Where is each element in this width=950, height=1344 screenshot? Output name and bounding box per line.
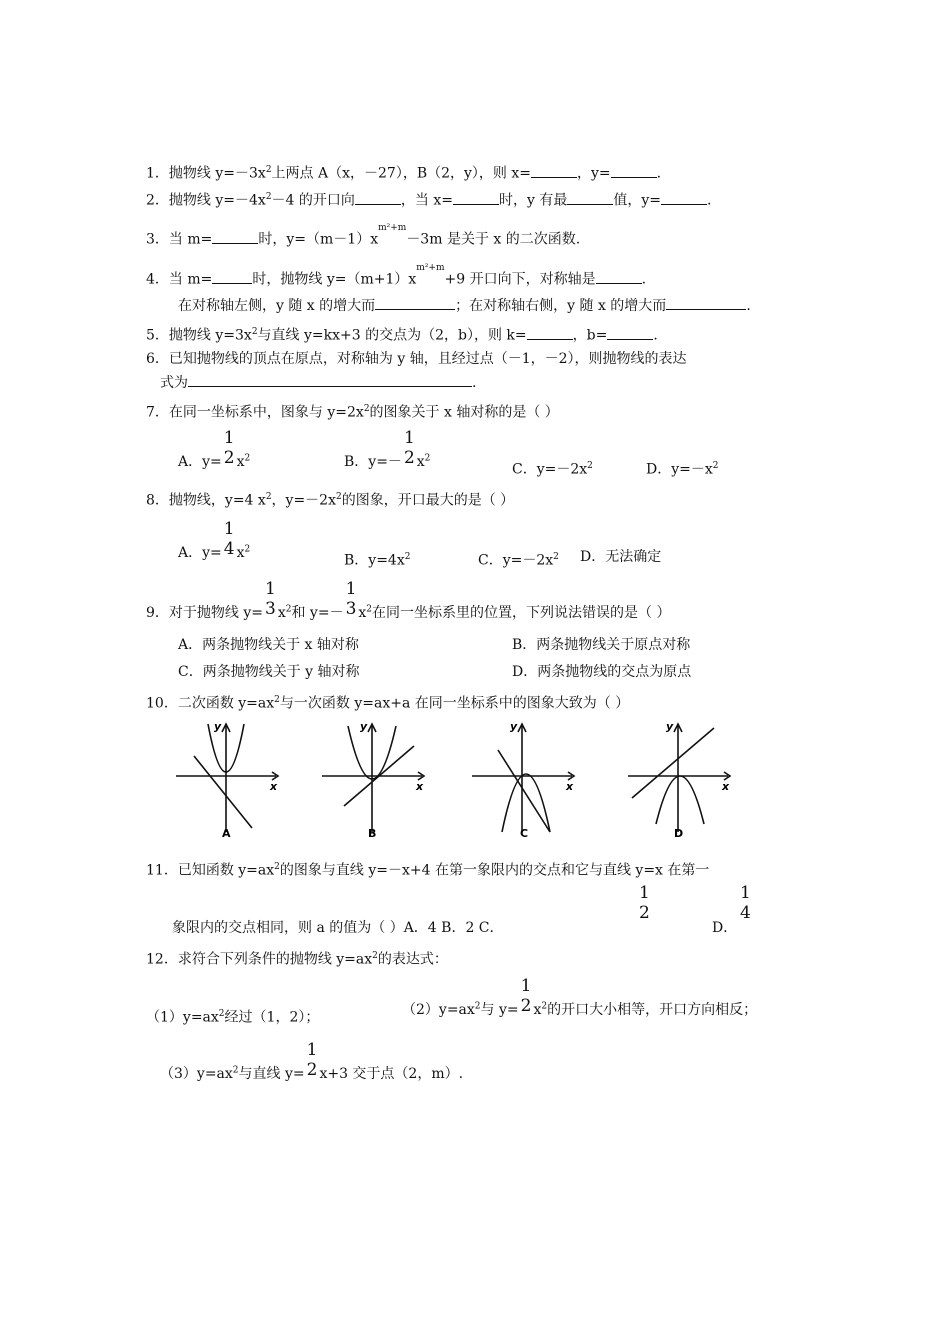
q11-option-d: D． (712, 920, 738, 936)
q9-stem: 9．对于抛物线 y= 1 3 $x^2$和 y=－ 1 3 $x^2$在同一坐标系里的位置，下列说法错误的是（ ） (146, 579, 671, 621)
q7-option-c: C．$y=-2x^2$ (512, 461, 593, 478)
q7-option-a: A．y= 1 2 $x^2$ (178, 428, 251, 470)
graph-b-label: B (368, 827, 377, 840)
q11-option-d-frac: 1 4 (740, 883, 751, 923)
q8-option-a: A．y= 1 4 $x^2$ (178, 519, 251, 561)
q9-option-c: C．两条抛物线关于 y 轴对称 (178, 664, 360, 680)
graph-c-label: C (520, 827, 529, 840)
q6-line2: 式为 . (160, 372, 476, 393)
graph-d-x-label: x (722, 780, 730, 793)
graph-b (318, 720, 438, 840)
q7-option-d: D．$y=-x^2$ (646, 461, 719, 478)
q5-line: 5．抛物线 $y=3x^2$与直线 y=kx+3 的交点为（2，b），则 k= ，b= . (146, 322, 658, 346)
q11-option-c-frac: 1 2 (639, 883, 650, 923)
q10-stem: 10．二次函数 $y=ax^2$与一次函数 y=ax+a 在同一坐标系中的图象大致为（ ） (146, 695, 630, 712)
graph-d (624, 720, 744, 840)
graph-a-x-label: x (270, 780, 278, 793)
q2-line: 2．抛物线 $y=-4x^2-4$ 的开口向 ，当 x= 时，y 有最 值，y= . (146, 187, 711, 211)
q1-line: 1．抛物线 $y=-3x^2$上两点 A（x，－27），B（2，y），则 x= ，y= . (146, 160, 661, 184)
q11-line1: 11．已知函数 $y=ax^2$的图象与直线 y=－x+4 在第一象限内的交点和它与直线 y=x 在第一 (146, 862, 710, 879)
q12-part1: $(1)y=ax^2$经过（1，2）； (146, 1009, 320, 1026)
graph-a-y-label: y (214, 720, 222, 733)
graph-b-y-label: y (360, 720, 368, 733)
graph-b-x-label: x (416, 780, 424, 793)
q11-line2: 象限内的交点相同，则 a 的值为（ ）A．4 B．2 C． (172, 920, 504, 936)
q7-stem: 7．在同一坐标系中，图象与 $y=2x^2$的图象关于 x 轴对称的是（ ） (146, 404, 559, 421)
graph-c-y-label: y (510, 720, 518, 733)
graph-c-x-label: x (566, 780, 574, 793)
graph-c (468, 720, 588, 840)
q12-stem: 12．求符合下列条件的抛物线 $y=ax^2$的表达式： (146, 951, 448, 968)
q8-stem: 8．抛物线，y=4 $x^2$，$y=-2x^2$的图象，开口最大的是（ ） (146, 492, 515, 509)
graph-d-label: D (674, 827, 684, 840)
q4-line2: 在对称轴左侧，y 随 x 的增大而 ；在对称轴右侧，y 随 x 的增大而 . (178, 295, 751, 316)
q9-option-b: B．两条抛物线关于原点对称 (512, 637, 691, 653)
q7-option-b: B．y=－ 1 2 $x^2$ (344, 428, 431, 470)
graph-d-y-label: y (666, 720, 674, 733)
graph-a-label: A (222, 827, 231, 840)
q8-option-b: B．$y=4x^2$ (344, 552, 411, 569)
q12-part2: $(2)y=ax^2$与 y= 1 2 $x^2$的开口大小相等，开口方向相反； (402, 976, 758, 1018)
q6-line1: 6．已知抛物线的顶点在原点，对称轴为 y 轴，且经过点（－1，－2），则抛物线的表达 (146, 351, 687, 367)
q3-line: 3．当 m= 时，$y=(m-1)x^{m^2+m}-3m$ 是关于 x 的二次函数. (146, 223, 581, 248)
q4-line1: 4．当 m= 时，抛物线 $y=(m+1)x^{m^2+m}+9$ 开口向下，对称轴是 . (146, 263, 647, 288)
q9-option-a: A．两条抛物线关于 x 轴对称 (178, 637, 359, 653)
q9-option-d: D．两条抛物线的交点为原点 (512, 664, 692, 680)
q8-option-c: C．$y=-2x^2$ (478, 552, 559, 569)
graph-a (172, 720, 292, 840)
q8-option-d: D．无法确定 (580, 549, 662, 565)
q12-part3: $(3)y=ax^2$与直线 y= 1 2 x+3 交于点（2，m）. (160, 1040, 464, 1082)
